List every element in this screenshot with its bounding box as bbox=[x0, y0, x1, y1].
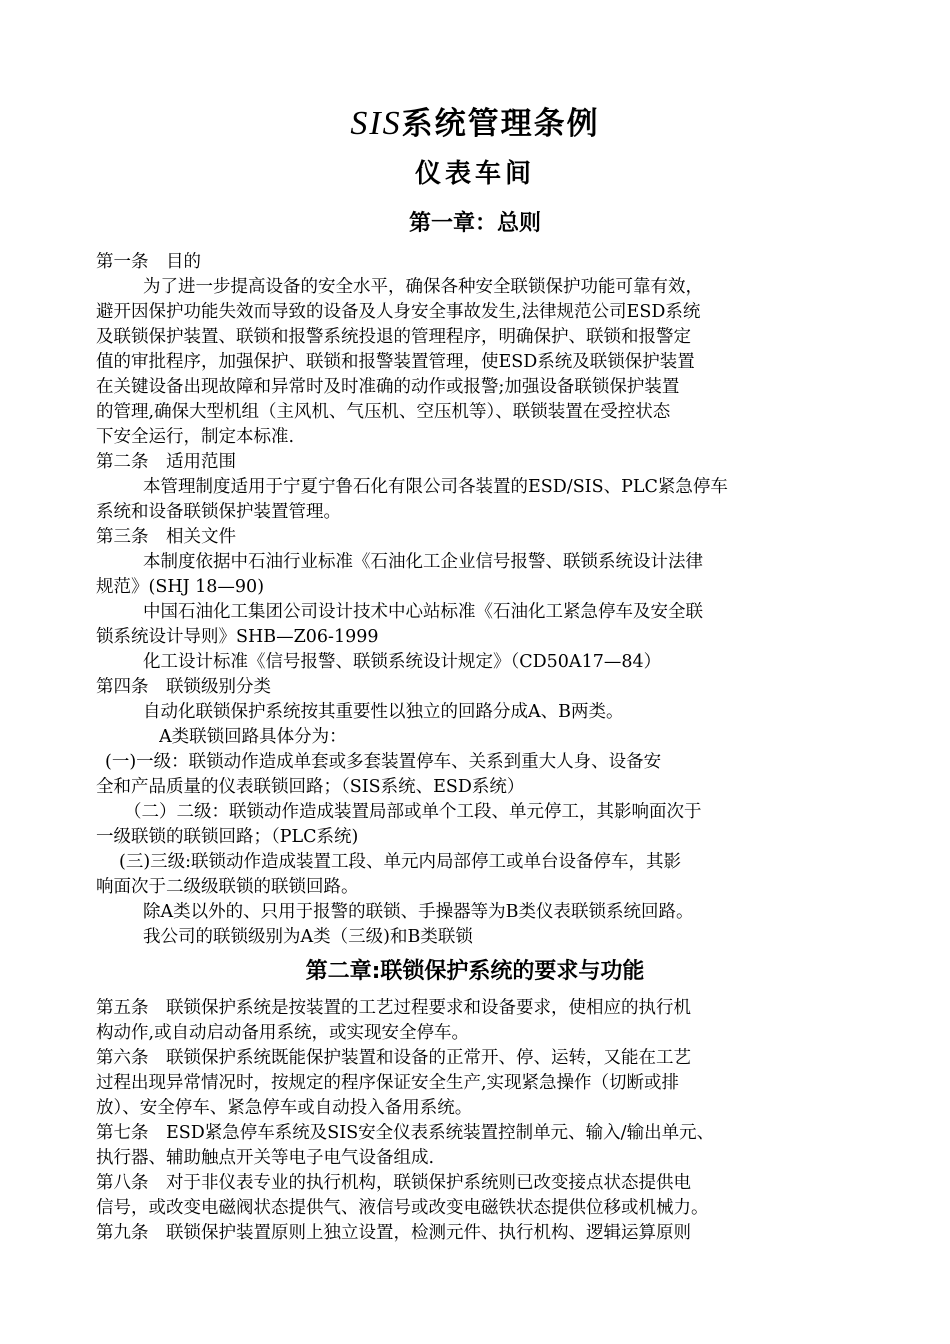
article-2-heading: 第二条 适用范围 bbox=[96, 452, 236, 472]
paragraph-line: 我公司的联锁级别为A类（三级)和B类联锁 bbox=[143, 927, 473, 947]
article-1-heading: 第一条 目的 bbox=[96, 252, 201, 272]
paragraph-line: 构动作,或自动启动备用系统，或实现安全停车。 bbox=[96, 1023, 470, 1043]
paragraph-line: 信号，或改变电磁阀状态提供气、液信号或改变电磁铁状态提供位移或机械力。 bbox=[96, 1198, 709, 1218]
document-title bbox=[0, 104, 950, 144]
paragraph-line: 自动化联锁保护系统按其重要性以独立的回路分成A、B两类。 bbox=[143, 702, 624, 722]
paragraph-line: (一)一级：联锁动作造成单套或多套装置停车、关系到重大人身、设备安 bbox=[105, 752, 662, 772]
paragraph-line: 系统和设备联锁保护装置管理。 bbox=[96, 502, 341, 522]
article-5-line: 第五条 联锁保护系统是按装置的工艺过程要求和设备要求，使相应的执行机 bbox=[96, 998, 691, 1018]
paragraph-line: 化工设计标准《信号报警、联锁系统设计规定》（CD50A17—84） bbox=[143, 652, 662, 672]
paragraph-line: 一级联锁的联锁回路；（PLC系统) bbox=[96, 827, 359, 847]
paragraph-line: 执行器、辅助触点开关等电子电气设备组成. bbox=[96, 1148, 435, 1168]
article-4-heading: 第四条 联锁级别分类 bbox=[96, 677, 271, 697]
paragraph-line: 过程出现异常情况时，按规定的程序保证安全生产,实现紧急操作（切断或排 bbox=[96, 1073, 680, 1093]
paragraph-line: 及联锁保护装置、联锁和报警系统投退的管理程序，明确保护、联锁和报警定 bbox=[96, 327, 691, 347]
paragraph-line: 规范》(SHJ 18—90) bbox=[96, 577, 265, 597]
article-3-heading: 第三条 相关文件 bbox=[96, 527, 236, 547]
paragraph-line: 在关键设备出现故障和异常时及时准确的动作或报警;加强设备联锁保护装置 bbox=[96, 377, 680, 397]
article-6-line: 第六条 联锁保护系统既能保护装置和设备的正常开、停、运转，又能在工艺 bbox=[96, 1048, 691, 1068]
document-title-cjk: 系统管理条例 bbox=[401, 106, 600, 142]
paragraph-line: 中国石油化工集团公司设计技术中心站标准《石油化工紧急停车及安全联 bbox=[143, 602, 703, 622]
paragraph-line: 放）、安全停车、紧急停车或自动投入备用系统。 bbox=[96, 1098, 473, 1118]
paragraph-line: 本制度依据中石油行业标准《石油化工企业信号报警、联锁系统设计法律 bbox=[143, 552, 703, 572]
paragraph-line: 全和产品质量的仪表联锁回路；（SIS系统、ESD系统） bbox=[96, 777, 525, 797]
article-8-line: 第八条 对于非仪表专业的执行机构，联锁保护系统则已改变接点状态提供电 bbox=[96, 1173, 691, 1193]
document-title-latin: SIS bbox=[350, 105, 402, 142]
paragraph-line: (三)三级:联锁动作造成装置工段、单元内局部停工或单台设备停车，其影 bbox=[119, 852, 682, 872]
paragraph-line: A类联锁回路具体分为： bbox=[159, 727, 347, 747]
paragraph-line: 除A类以外的、只用于报警的联锁、手操器等为B类仪表联锁系统回路。 bbox=[143, 902, 694, 922]
paragraph-line: 的管理,确保大型机组（主风机、气压机、空压机等）、联锁装置在受控状态 bbox=[96, 402, 671, 422]
paragraph-line: 下安全运行，制定本标准. bbox=[96, 427, 295, 447]
chapter-2-heading: 第二章:联锁保护系统的要求与功能 bbox=[305, 959, 645, 984]
paragraph-line: （二）二级：联锁动作造成装置局部或单个工段、单元停工，其影响面次于 bbox=[124, 802, 702, 822]
paragraph-line: 值的审批程序，加强保护、联锁和报警装置管理，使ESD系统及联锁保护装置 bbox=[96, 352, 695, 372]
article-9-line: 第九条 联锁保护装置原则上独立设置，检测元件、执行机构、逻辑运算原则 bbox=[96, 1223, 691, 1243]
paragraph-line: 避开因保护功能失效而导致的设备及人身安全事故发生,法律规范公司ESD系统 bbox=[96, 302, 701, 322]
article-7-line: 第七条 ESD紧急停车系统及SIS安全仪表系统装置控制单元、输入/输出单元、 bbox=[96, 1123, 715, 1143]
paragraph-line: 本管理制度适用于宁夏宁鲁石化有限公司各装置的ESD/SIS、PLC紧急停车 bbox=[143, 477, 728, 497]
chapter-1-heading: 第一章：总则 bbox=[408, 211, 541, 236]
paragraph-line: 响面次于二级级联锁的联锁回路。 bbox=[96, 877, 359, 897]
document-subtitle: 仪表车间 bbox=[414, 159, 535, 189]
paragraph-line: 锁系统设计导则》SHB—Z06-1999 bbox=[96, 627, 379, 647]
paragraph-line: 为了进一步提高设备的安全水平，确保各种安全联锁保护功能可靠有效， bbox=[143, 277, 703, 297]
